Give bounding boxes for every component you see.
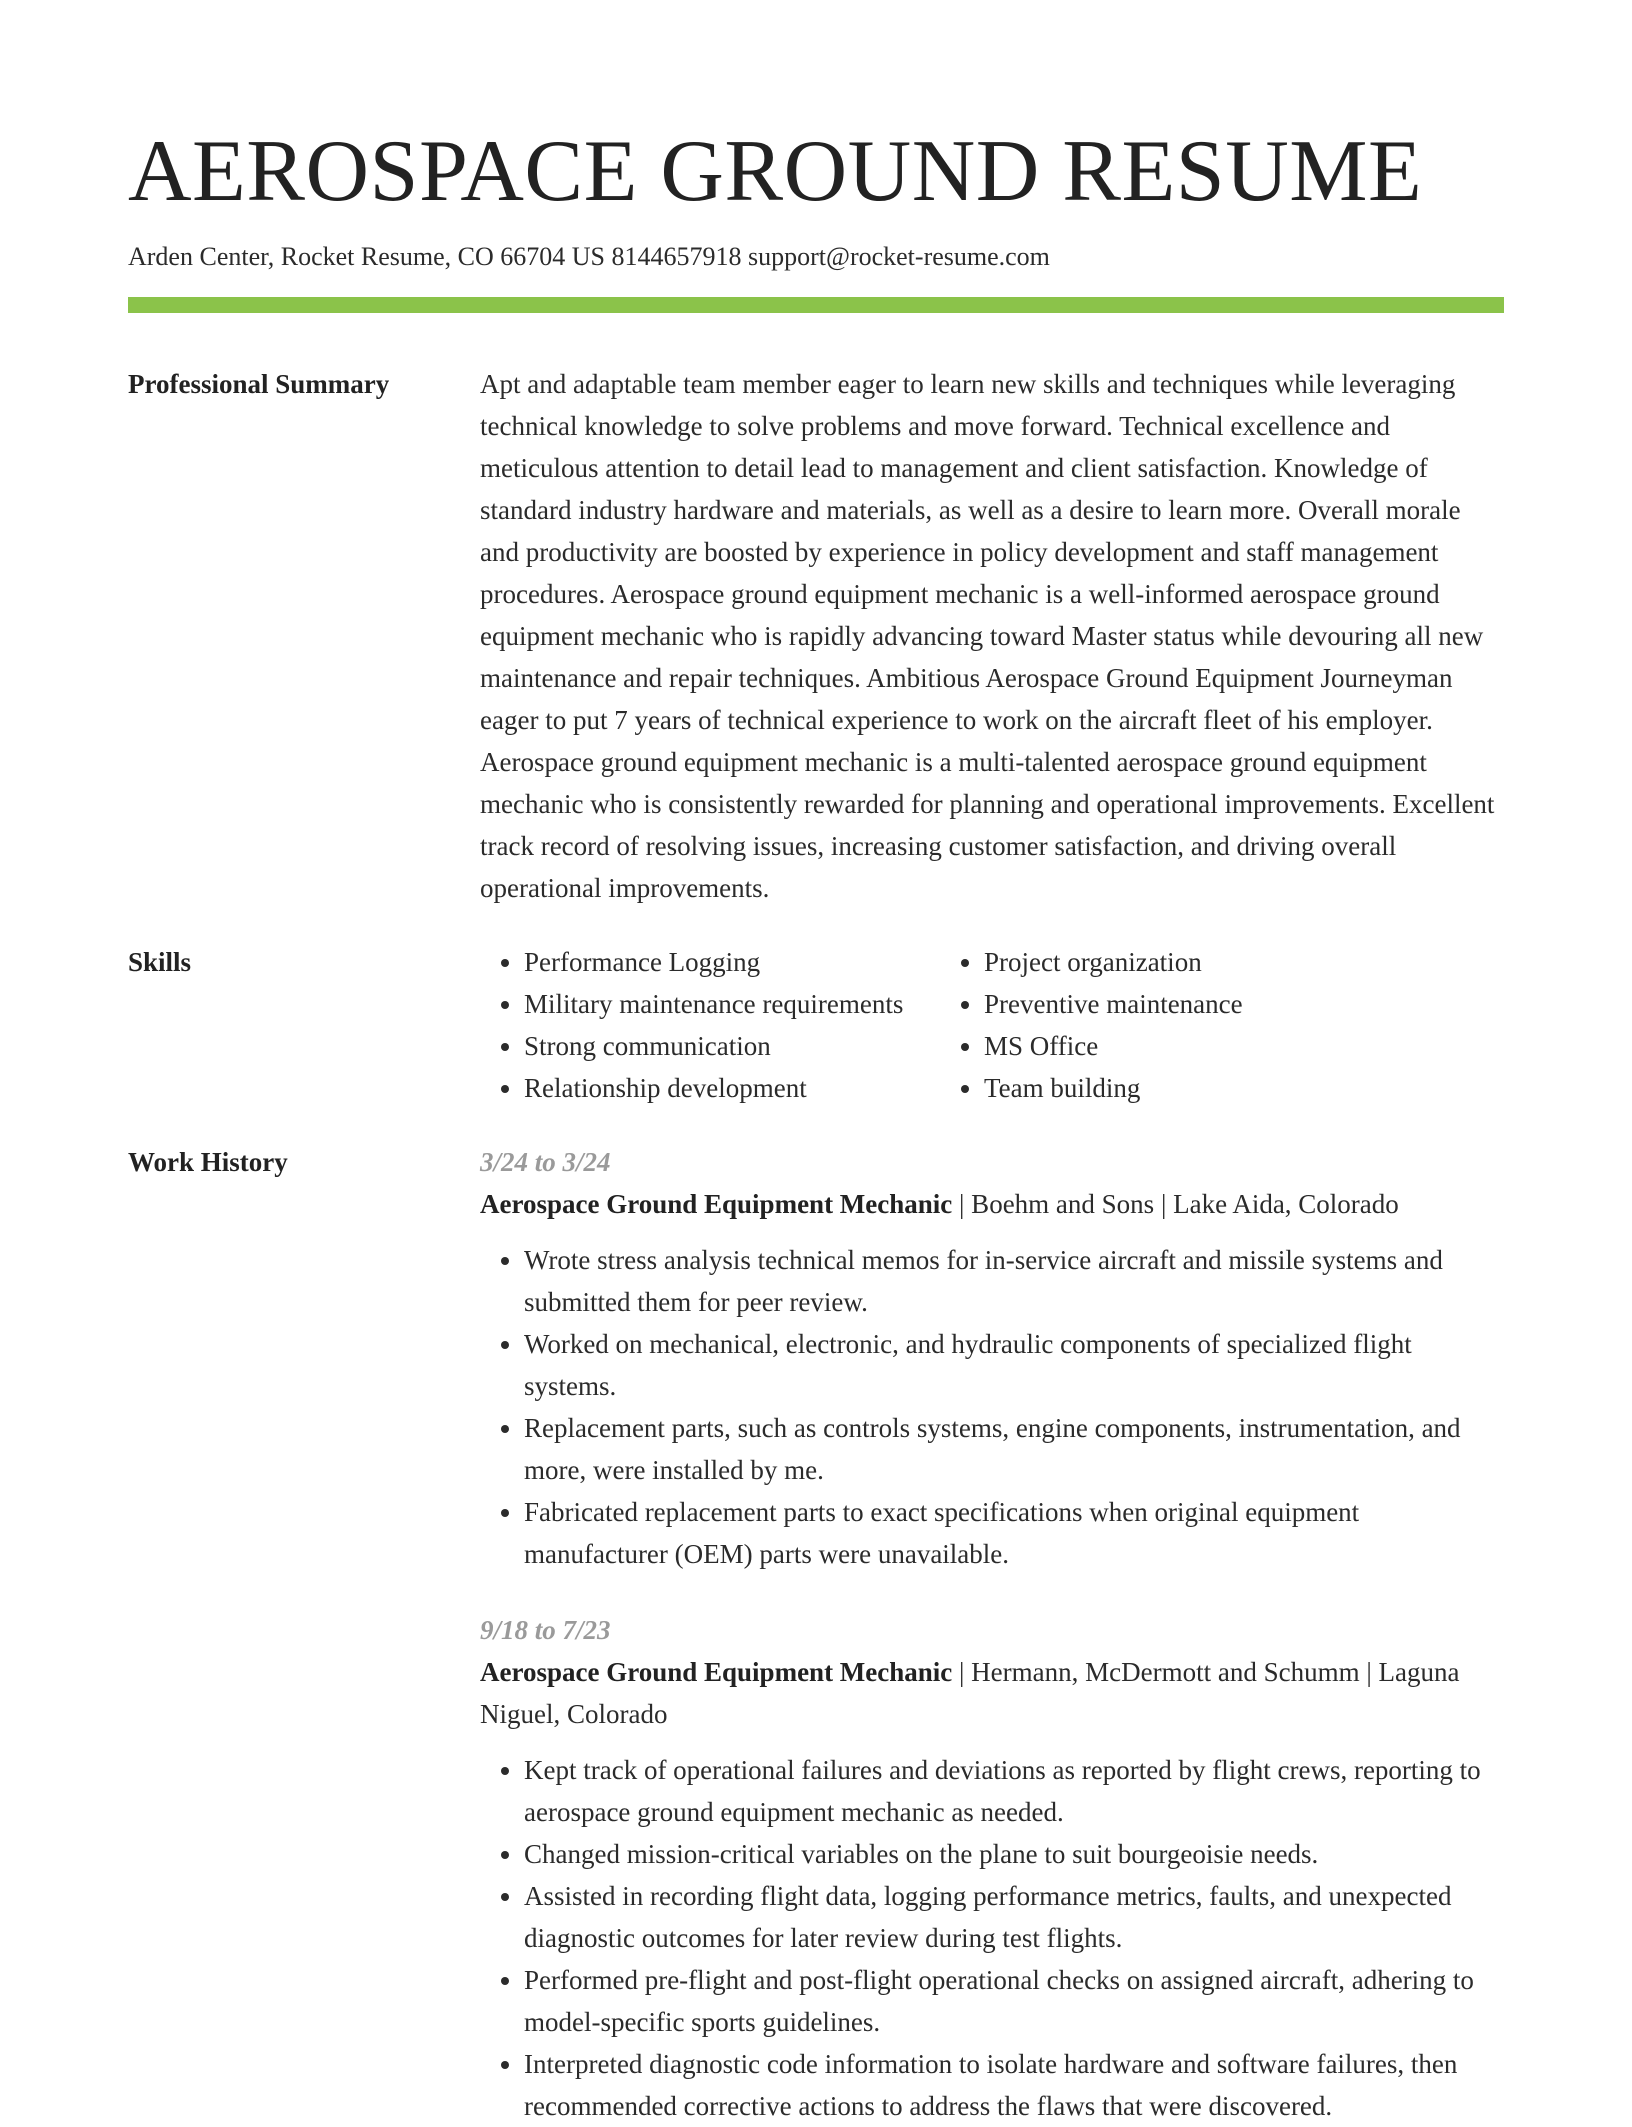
skill-item: • Strong communication [524, 1025, 940, 1067]
job-entry [480, 1609, 1504, 2127]
job-bullet: • Assisted in recording flight data, logging performance metrics, faults, and unexpected diagnostic outcomes for later review during test flights. [524, 1875, 1504, 1959]
contact-line: Arden Center, Rocket Resume, CO 66704 US 8144657918 support@rocket-resume.com [128, 242, 1050, 271]
job-bullet: • Interpreted diagnostic code information to isolate hardware and software failures, then recommended corrective actions to address the flaws that were discovered. [524, 2043, 1504, 2127]
job-bullets [480, 1239, 1504, 1575]
work-history-section [128, 1141, 1504, 2127]
skills-list-right [940, 941, 1243, 1109]
job-heading [480, 1183, 1504, 1225]
job-bullet: • Performed pre-flight and post-flight operational checks on assigned aircraft, adhering to model-specific sports guidelines. [524, 1959, 1504, 2043]
job-details: | Boehm and Sons | Lake Aida, Colorado [952, 1189, 1399, 1219]
job-details: | Hermann, McDermott and Schumm | Laguna Niguel, Colorado [480, 1657, 1460, 1729]
job-dates: 3/24 to 3/24 [480, 1147, 611, 1177]
section-label-summary: Professional Summary [128, 369, 390, 399]
accent-rule [128, 297, 1504, 313]
skills-list-left [480, 941, 940, 1109]
job-bullet: • Worked on mechanical, electronic, and hydraulic components of specialized flight systems. [524, 1323, 1504, 1407]
skill-item: • Preventive maintenance [984, 983, 1243, 1025]
job-dates: 9/18 to 7/23 [480, 1615, 611, 1645]
job-bullet: • Fabricated replacement parts to exact specifications when original equipment manufacturer (OEM) parts were unavailable. [524, 1491, 1504, 1575]
resume-title: AEROSPACE GROUND RESUME [128, 123, 1423, 220]
job-bullet: • Replacement parts, such as controls systems, engine components, instrumentation, and more, were installed by me. [524, 1407, 1504, 1491]
skill-item: • Team building [984, 1067, 1243, 1109]
job-bullets [480, 1749, 1504, 2127]
job-bullet: • Wrote stress analysis technical memos for in-service aircraft and missile systems and submitted them for peer review. [524, 1239, 1504, 1323]
skill-item: • Performance Logging [524, 941, 940, 983]
skill-item: • MS Office [984, 1025, 1243, 1067]
job-entry [480, 1141, 1504, 1575]
skill-item: • Project organization [984, 941, 1243, 983]
job-bullet: • Changed mission-critical variables on the plane to suit bourgeoisie needs. [524, 1833, 1504, 1875]
summary-text: Apt and adaptable team member eager to learn new skills and techniques while leveraging technical knowledge to solve problems and move forward. Technical excellence and meticulous attention to detail lead to management and client satisfaction. Knowledge of standard industry hardware and materials, as well as a desire to learn more. Overall morale and productivity are boosted by experience in policy development and staff management procedures. Aerospace ground equipment mechanic is a well-informed aerospace ground equipment mechanic who is rapidly advancing toward Master status while devouring all new maintenance and repair techniques. Ambitious Aerospace Ground Equipment Journeyman eager to put 7 years of technical experience to work on the aircraft fleet of his employer. Aerospace ground equipment mechanic is a multi-talented aerospace ground equipment mechanic who is consistently rewarded for planning and operational improvements. Excellent track record of resolving issues, increasing customer satisfaction, and driving overall operational improvements. [480, 369, 1495, 903]
section-label-work: Work History [128, 1147, 288, 1177]
job-title: Aerospace Ground Equipment Mechanic [480, 1189, 953, 1219]
job-heading [480, 1651, 1504, 1735]
job-title: Aerospace Ground Equipment Mechanic [480, 1657, 953, 1687]
skill-item: • Military maintenance requirements [524, 983, 940, 1025]
skill-item: • Relationship development [524, 1067, 940, 1109]
professional-summary-section [128, 363, 1504, 909]
section-label-skills: Skills [128, 947, 192, 977]
skills-section [128, 941, 1504, 1109]
job-bullet: • Kept track of operational failures and deviations as reported by flight crews, reporting to aerospace ground equipment mechanic as needed. [524, 1749, 1504, 1833]
